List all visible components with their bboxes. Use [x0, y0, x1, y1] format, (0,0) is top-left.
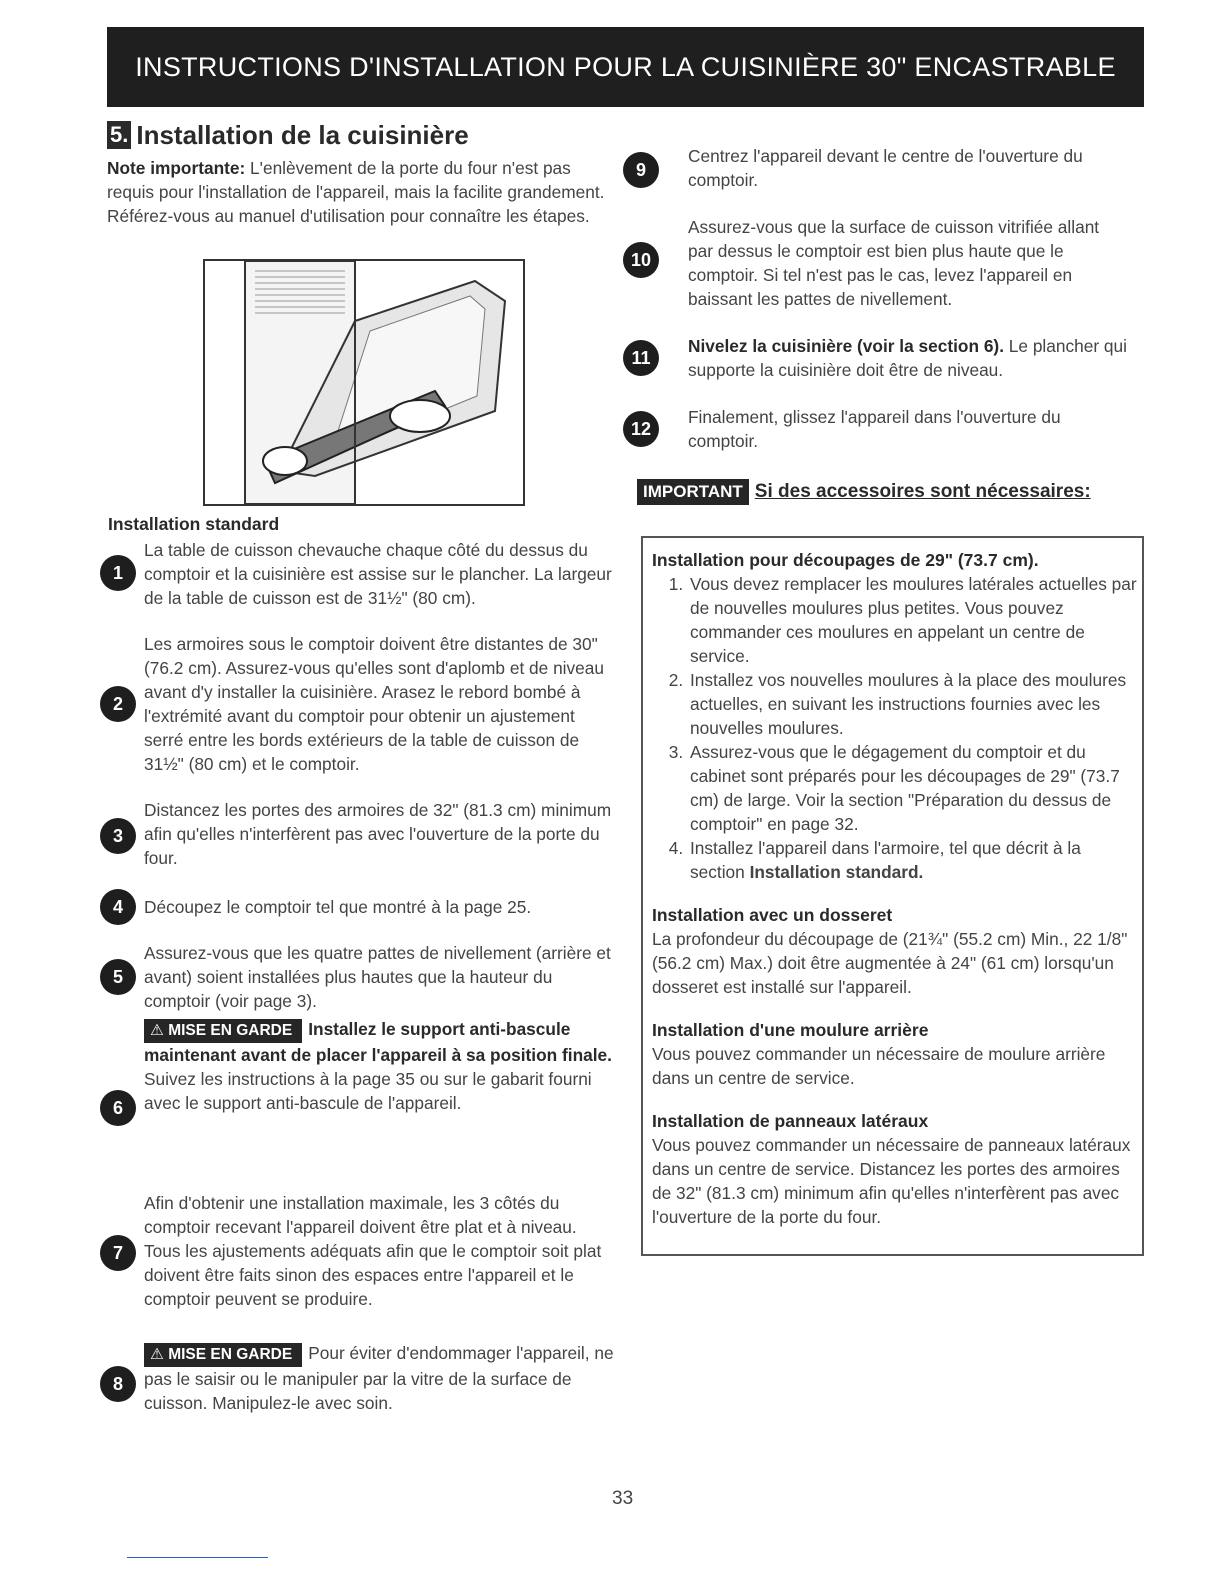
important-note	[107, 156, 612, 228]
warning-badge-text: MISE EN GARDE	[168, 1346, 293, 1363]
section-title-text: Installation de la cuisinière	[136, 119, 469, 150]
important-accessories-heading	[637, 479, 1091, 505]
step-5-text: Assurez-vous que les quatre pattes de nivellement (arrière et avant) soient installées plus hautes que la hauteur du comptoir (voir page 3).	[144, 943, 611, 1011]
note-label: Note importante:	[107, 158, 246, 178]
step-number-badge: 8	[100, 1366, 136, 1402]
backsplash-text: La profondeur du découpage de (21¾" (55.2 cm) Min., 22 1/8" (56.2 cm) Max.) doit être augmentée à 24" (61 cm) lorsqu'un dosseret est installé sur l'appareil.	[652, 929, 1128, 997]
step-6-bold: Installez le support anti-bascule maintenant avant de placer l'appareil à sa position finale.	[144, 1019, 612, 1065]
step-1-text: La table de cuisson chevauche chaque côté du dessus du comptoir et la cuisinière est assise sur le plancher. La largeur de la table de cuisson est de 31½" (80 cm).	[144, 540, 612, 608]
cutout-list	[652, 572, 1137, 884]
cutout-heading: Installation pour découpages de 29" (73.7 cm).	[652, 550, 1039, 570]
step-6-text	[144, 1017, 614, 1115]
step-number-badge: 9	[623, 152, 659, 188]
step-number-badge: 11	[623, 340, 659, 376]
accessories-box	[641, 536, 1144, 1256]
step-6-rest: Suivez les instructions à la page 35 ou sur le gabarit fourni avec le support anti-bascule de l'appareil.	[144, 1069, 592, 1113]
step-number-badge: 6	[100, 1090, 136, 1126]
page-header-title: INSTRUCTIONS D'INSTALLATION POUR LA CUISINIÈRE 30" ENCASTRABLE	[135, 51, 1116, 82]
accessories-content	[652, 548, 1137, 1229]
section-number: 5.	[107, 121, 131, 149]
cutout-item4-pre: Installez l'appareil dans l'armoire, tel que décrit à la section	[690, 838, 1081, 882]
step-number-badge: 2	[100, 686, 136, 722]
cutout-item: 3. Assurez-vous que le dégagement du comptoir et du cabinet sont préparés pour les découpages de 29" (73.7 cm) de large. Voir la section "Préparation du dessus de comptoir" en page 32.	[688, 740, 1137, 836]
standard-heading: Installation standard	[108, 514, 280, 534]
cutout-item4-bold: Installation standard.	[749, 862, 924, 882]
step-10-text: Assurez-vous que la surface de cuisson vitrifiée allant par dessus le comptoir est bien plus haute que le comptoir. Si tel n'est pas le cas, levez l'appareil en baissant les pattes de nivellement.	[688, 217, 1100, 309]
step-12-text: Finalement, glissez l'appareil dans l'ouverture du comptoir.	[688, 407, 1061, 451]
page-number: 33	[612, 1488, 634, 1509]
oven-door-drawing	[205, 261, 523, 504]
step-number-badge: 1	[100, 555, 136, 591]
step-3-text: Distancez les portes des armoires de 32" (81.3 cm) minimum afin qu'elles n'interfèrent pas avec l'ouverture de la porte du four.	[144, 800, 612, 868]
step-11-bold: Nivelez la cuisinière (voir la section 6).	[688, 336, 1004, 356]
step-11-rest: Le plancher qui supporte la cuisinière doit être de niveau.	[688, 336, 1127, 380]
side-panels-text: Vous pouvez commander un nécessaire de panneaux latéraux dans un centre de service. Distancez les portes des armoires de 32" (81.3 cm) minimum afin qu'elles n'interfèrent pas avec l'ouverture de la porte du four.	[652, 1135, 1131, 1227]
warning-badge-text: MISE EN GARDE	[168, 1022, 293, 1039]
side-panels-heading: Installation de panneaux latéraux	[652, 1111, 929, 1131]
step-8-rest: Pour éviter d'endommager l'appareil, ne pas le saisir ou le manipuler par la vitre de la surface de cuisson. Manipulez-le avec soin.	[144, 1343, 614, 1413]
section-title	[107, 120, 469, 150]
step-number-badge: 5	[100, 959, 136, 995]
backsplash-heading: Installation avec un dosseret	[652, 905, 893, 925]
step-4-text: Découpez le comptoir tel que montré à la page 25.	[144, 897, 532, 917]
step-2-text: Les armoires sous le comptoir doivent être distantes de 30" (76.2 cm). Assurez-vous qu'elles sont d'aplomb et de niveau avant d'y installer la cuisinière. Arasez le rebord bombé à l'extrémité avant du comptoir pour obtenir un ajustement serré entre les bords extérieurs de la table de cuisson de 31½" (80 cm) et le comptoir.	[144, 634, 604, 774]
step-number-badge: 3	[100, 818, 136, 854]
rear-trim-text: Vous pouvez commander un nécessaire de moulure arrière dans un centre de service.	[652, 1044, 1106, 1088]
warning-badge: ⚠ MISE EN GARDE	[144, 1343, 302, 1367]
cutout-item: 2. Installez vos nouvelles moulures à la place des moulures actuelles, en suivant les instructions fournies avec les nouvelles moulures.	[688, 668, 1137, 740]
rear-trim-heading: Installation d'une moulure arrière	[652, 1020, 929, 1040]
step-number-badge: 7	[100, 1235, 136, 1271]
step-11-text	[688, 334, 1128, 382]
step-8-text	[144, 1341, 614, 1415]
page-header-banner	[107, 27, 1144, 107]
step-number-badge: 12	[623, 411, 659, 447]
important-badge: IMPORTANT	[637, 479, 749, 505]
step-9-text: Centrez l'appareil devant le centre de l'ouverture du comptoir.	[688, 146, 1083, 190]
oven-door-illustration	[203, 259, 525, 506]
footer-rule	[127, 1557, 268, 1558]
warning-badge: ⚠ MISE EN GARDE	[144, 1019, 302, 1043]
step-number-badge: 10	[623, 242, 659, 278]
cutout-item: 1. Vous devez remplacer les moulures latérales actuelles par de nouvelles moulures plus petites. Vous pouvez commander ces moulures en appelant un centre de service.	[688, 572, 1137, 668]
important-text: Si des accessoires sont nécessaires:	[754, 481, 1091, 502]
note-text: L'enlèvement de la porte du four n'est pas requis pour l'installation de l'appareil, mais la facilite grandement. Référez-vous au manuel d'utilisation pour connaître les étapes.	[107, 158, 605, 226]
cutout-item	[688, 836, 1137, 884]
step-number-badge: 4	[100, 889, 136, 925]
step-7-text: Afin d'obtenir une installation maximale, les 3 côtés du comptoir recevant l'appareil doivent être plat et à niveau. Tous les ajustements adéquats afin que le comptoir soit plat doivent être faits sinon des espaces entre l'appareil et le comptoir peuvent se produire.	[144, 1193, 602, 1309]
